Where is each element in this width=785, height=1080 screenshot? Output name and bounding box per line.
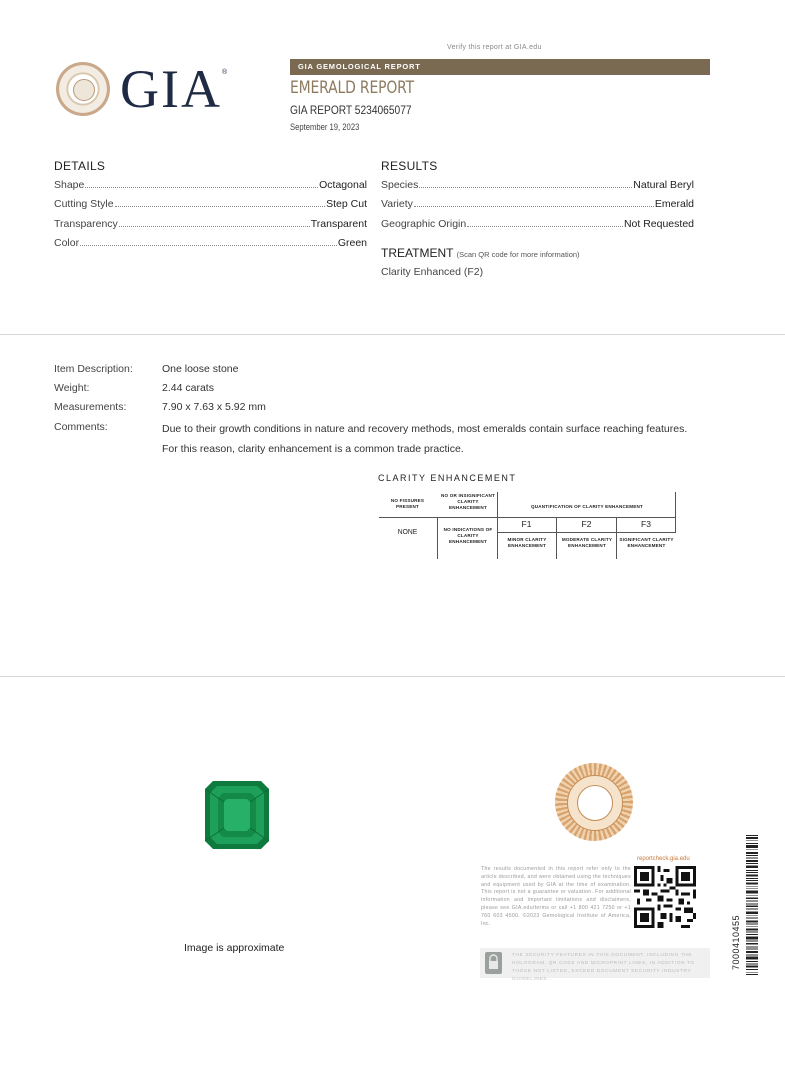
disclaimer-text: The results documented in this report refer only to the article described, and were obtained using the techniques and equipment used by GIA at the time of examination. This report is not a guarantee or valuation. For additional information and important limitations and disclaimers, please see GIA.edu/terms or call +1 800 421 7250 or +1 760 603 4500. ©2023 Gemological Institute of America, Inc.: [481, 866, 631, 927]
barcode-bar: [746, 888, 758, 889]
barcode-bar: [746, 941, 758, 942]
divider: [0, 334, 785, 335]
details-heading: DETAILS: [54, 159, 106, 173]
barcode-bar: [746, 872, 758, 873]
report-date: September 19, 2023: [290, 122, 360, 132]
barcode-bar: [746, 921, 758, 923]
barcode-bar: [746, 901, 758, 902]
results-row-species: [381, 179, 694, 191]
barcode-bar: [746, 949, 758, 950]
treatment-heading: [381, 246, 580, 260]
details-value: Green: [337, 237, 367, 249]
details-value: Octagonal: [319, 179, 367, 191]
report-banner: GIA GEMOLOGICAL REPORT: [290, 59, 710, 75]
details-label: Shape: [54, 179, 85, 191]
barcode-bar: [746, 955, 758, 956]
barcode-bar: [746, 897, 758, 899]
barcode-bar: [746, 957, 758, 960]
qr-code-icon[interactable]: [634, 866, 696, 928]
comments-value: Due to their growth conditions in nature and recovery methods, most emeralds contain surface reaching features. For this reason, clarity enhancement is a common trade practice.: [162, 423, 688, 455]
table-line: [497, 532, 676, 533]
details-label: Color: [54, 237, 80, 249]
barcode-bar: [746, 961, 758, 962]
barcode-bar: [746, 863, 758, 864]
f3-description: SIGNIFICANT CLARITY ENHANCEMENT: [619, 537, 674, 548]
measurements-label: Measurements:: [54, 401, 127, 413]
col-insignificant: NO OR INSIGNIFICANT CLARITY ENHANCEMENT: [440, 493, 496, 510]
report-title: EMERALD REPORT: [290, 78, 414, 98]
results-value: Natural Beryl: [633, 179, 694, 191]
registered-mark: ®: [222, 69, 228, 76]
barcode-bar: [746, 966, 758, 968]
barcode-bar: [746, 866, 758, 869]
results-row-variety: [381, 198, 694, 210]
item-description-label: Item Description:: [54, 363, 133, 375]
barcode-bar: [746, 926, 758, 927]
barcode-bar: [746, 923, 758, 924]
barcode-bar: [746, 934, 758, 935]
barcode-icon: [746, 835, 758, 975]
image-caption: Image is approximate: [184, 942, 285, 954]
item-description-value: One loose stone: [162, 363, 239, 375]
barcode-bar: [746, 857, 758, 858]
barcode-number: 7000410455: [731, 914, 741, 970]
verify-text: Verify this report at GIA.edu: [447, 44, 542, 51]
barcode-bar: [746, 895, 758, 896]
barcode-bar: [746, 840, 758, 841]
barcode-bar: [746, 947, 758, 948]
measurements-value: 7.90 x 7.63 x 5.92 mm: [162, 401, 266, 413]
grade-f2: F2: [581, 519, 592, 529]
barcode-bar: [746, 855, 758, 856]
details-label: Cutting Style: [54, 198, 114, 210]
barcode-bar: [746, 845, 758, 848]
barcode-bar: [746, 969, 758, 970]
barcode-bar: [746, 852, 758, 854]
comments-label: Comments:: [54, 421, 108, 433]
grade-f1: F1: [521, 519, 532, 529]
details-row-color: [54, 237, 367, 249]
barcode-bar: [746, 951, 758, 953]
details-value: Step Cut: [326, 198, 367, 210]
grade-none: NONE: [397, 527, 418, 536]
results-value: Emerald: [654, 198, 694, 210]
table-line: [437, 517, 438, 559]
barcode-bar: [746, 870, 758, 871]
barcode-bar: [746, 849, 758, 850]
barcode-bar: [746, 886, 758, 887]
gia-seal-small-icon: [56, 62, 110, 116]
barcode-bar: [746, 883, 758, 885]
results-label: Species: [381, 179, 419, 191]
barcode-bar: [746, 937, 758, 940]
barcode-bar: [746, 909, 758, 910]
barcode-bar: [746, 860, 758, 862]
grade-f3: F3: [641, 519, 651, 529]
table-line: [379, 517, 497, 518]
treatment-heading-text: TREATMENT: [381, 246, 454, 260]
report-number: GIA REPORT 5234065077: [290, 103, 412, 117]
barcode-bar: [746, 918, 758, 919]
results-label: Variety: [381, 198, 413, 210]
treatment-value: Clarity Enhanced (F2): [381, 266, 484, 278]
gia-seal-icon: [555, 763, 633, 841]
gia-logo: GIA: [120, 59, 222, 119]
barcode-bar: [746, 929, 758, 931]
barcode-bar: [746, 943, 758, 945]
details-row-transparency: [54, 218, 367, 230]
results-row-geographic-origin: [381, 218, 694, 230]
table-line: [675, 492, 676, 532]
barcode-bar: [746, 878, 758, 879]
results-heading: RESULTS: [381, 159, 438, 173]
barcode-bar: [746, 964, 758, 965]
barcode-bar: [746, 835, 758, 836]
barcode-bar: [746, 880, 758, 881]
barcode-bar: [746, 915, 758, 916]
reportcheck-link[interactable]: reportcheck.gia.edu: [637, 856, 690, 862]
barcode-bar: [746, 843, 758, 844]
divider: [0, 676, 785, 677]
details-value: Transparent: [310, 218, 367, 230]
col-no-fissures: NO FISSURES PRESENT: [390, 498, 425, 509]
barcode-bar: [746, 972, 758, 973]
col-quantification: QUANTIFICATION OF CLARITY ENHANCEMENT: [530, 504, 644, 509]
barcode-bar: [746, 932, 758, 933]
emerald-stone-image: [205, 781, 269, 849]
treatment-note: (Scan QR code for more information): [456, 250, 580, 259]
security-text: THE SECURITY FEATURES IN THIS DOCUMENT, INCLUDING THE HOLOGRAM, QR CODE AND MICROPRINT LINES, IN ADDITION TO THOSE NOT LISTED, EXCEED DOCUMENT SECURITY INDUSTRY GUIDELINES.: [512, 953, 695, 982]
f2-description: MODERATE CLARITY ENHANCEMENT: [561, 537, 613, 548]
barcode-bar: [746, 903, 758, 904]
results-label: Geographic Origin: [381, 218, 467, 230]
clarity-enhancement-table: [379, 492, 676, 560]
table-line: [497, 517, 676, 518]
details-label: Transparency: [54, 218, 118, 230]
barcode-bar: [746, 974, 758, 975]
barcode-bar: [746, 912, 758, 915]
barcode-bar: [746, 875, 758, 877]
barcode-bar: [746, 837, 758, 839]
results-value: Not Requested: [623, 218, 694, 230]
no-indications: NO INDICATIONS OF CLARITY ENHANCEMENT: [443, 527, 493, 544]
barcode-bar: [746, 905, 758, 907]
clarity-enhancement-title: CLARITY ENHANCEMENT: [378, 473, 517, 483]
weight-value: 2.44 carats: [162, 382, 214, 394]
f1-description: MINOR CLARITY ENHANCEMENT: [507, 537, 547, 548]
details-row-cutting-style: [54, 198, 367, 210]
lock-icon: [485, 952, 502, 974]
barcode-bar: [746, 891, 758, 894]
weight-label: Weight:: [54, 382, 90, 394]
details-row-shape: [54, 179, 367, 191]
